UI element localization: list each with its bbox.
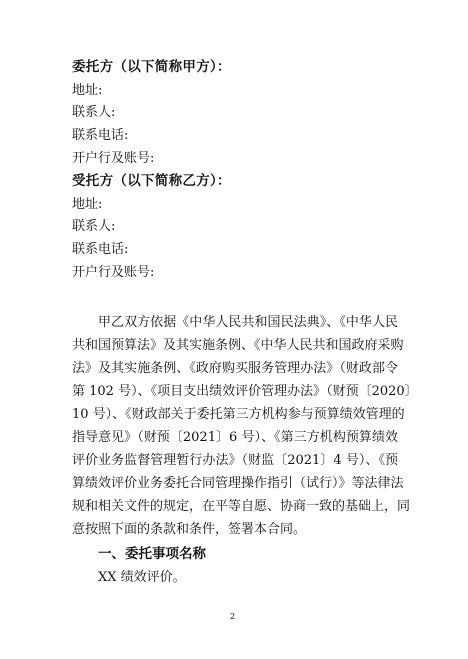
preamble-line: 意按照下面的条款和条件，签署本合同。 <box>72 522 307 537</box>
preamble-line: 甲乙双方依据《中华人民共和国民法典》、《中华人民 <box>98 315 398 330</box>
section-1-text: XX 绩效评价。 <box>98 570 186 585</box>
party-a-phone-label: 联系电话: <box>72 128 129 143</box>
party-a-bank-label: 开户行及账号: <box>72 151 155 166</box>
party-a-contact-label: 联系人: <box>72 105 116 120</box>
preamble-line: 算绩效评价业务委托合同管理操作指引（试行）》等法律法 <box>72 476 404 491</box>
page-number: 2 <box>230 612 236 621</box>
preamble-line: 指导意见》（财预〔2021〕6 号）、《第三方机构预算绩效 <box>72 430 398 445</box>
preamble-line: 规和相关文件的规定，在平等自愿、协商一致的基础上，同 <box>72 499 411 514</box>
party-b-address-label: 地址: <box>72 197 103 212</box>
section-1-heading: 一、委托事项名称 <box>98 546 206 562</box>
preamble-line: 共和国预算法》及其实施条例、《中华人民共和国政府采购 <box>72 338 404 353</box>
party-a-address-label: 地址: <box>72 83 103 98</box>
party-b-heading: 受托方（以下简称乙方）： <box>72 173 231 189</box>
preamble-line: 法》及其实施条例、《政府购买服务管理办法》（财政部令 <box>72 361 398 376</box>
party-b-phone-label: 联系电话: <box>72 242 129 257</box>
party-b-bank-label: 开户行及账号: <box>72 265 155 280</box>
preamble-line: 第 102 号）、《项目支出绩效评价管理办法》（财预〔2020〕 <box>72 384 418 399</box>
preamble-line: 10 号）、《财政部关于委托第三方机构参与预算绩效管理的 <box>72 407 405 422</box>
party-b-contact-label: 联系人: <box>72 219 116 234</box>
party-a-heading: 委托方（以下简称甲方）： <box>72 59 231 75</box>
preamble-line: 评价业务监督管理暂行办法》（财监〔2021〕4 号）、《预 <box>72 453 398 468</box>
